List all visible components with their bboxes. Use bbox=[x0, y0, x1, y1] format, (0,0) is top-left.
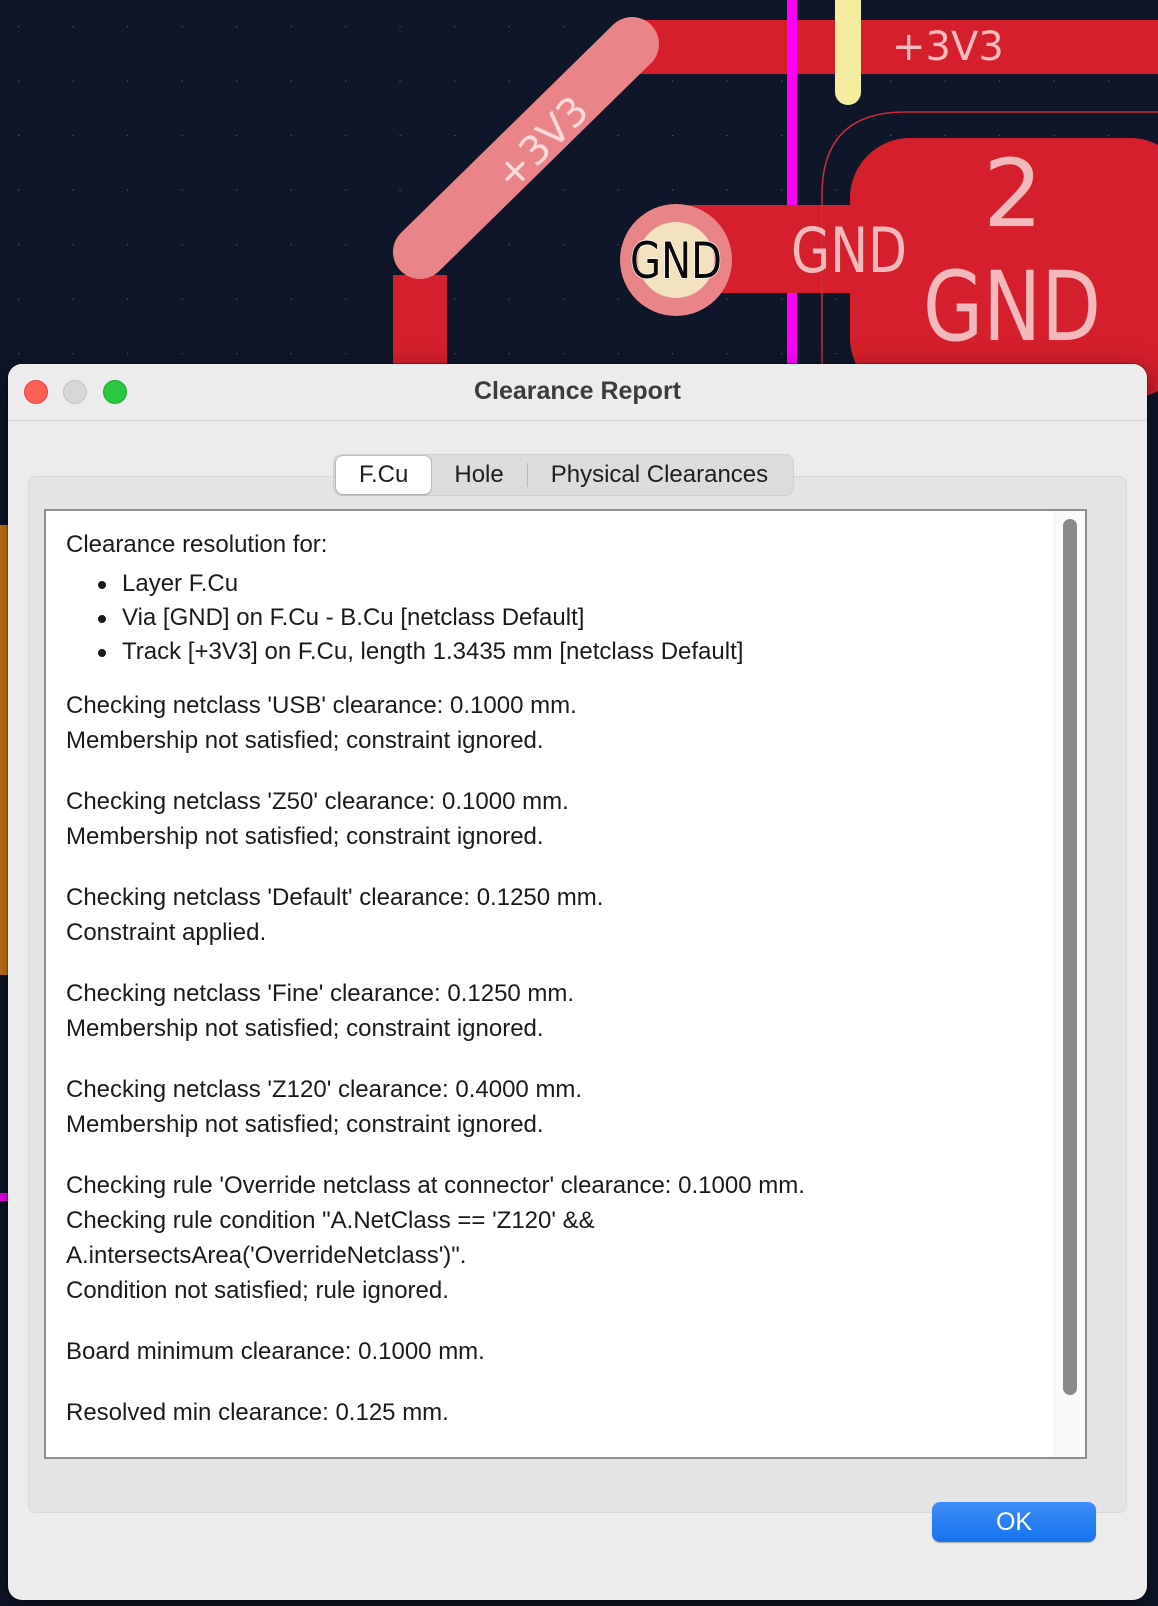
check-default-line1: Checking netclass 'Default' clearance: 0.1250 mm. bbox=[66, 884, 604, 911]
item-layer: Layer F.Cu bbox=[122, 567, 1046, 601]
board-min-clearance: Board minimum clearance: 0.1000 mm. bbox=[66, 1338, 485, 1365]
label-pad-number: 2 bbox=[983, 140, 1043, 249]
label-pad-net: GND bbox=[923, 251, 1101, 363]
resolution-items bbox=[66, 567, 1046, 669]
check-usb-line2: Membership not satisfied; constraint ignored. bbox=[66, 727, 544, 754]
title-bar[interactable] bbox=[8, 364, 1147, 421]
dialog-title: Clearance Report bbox=[473, 377, 682, 405]
clearance-report-dialog bbox=[8, 364, 1147, 1600]
check-override-rule bbox=[66, 1168, 1046, 1308]
check-z50-line2: Membership not satisfied; constraint ignored. bbox=[66, 823, 544, 850]
resolved-min-clearance: Resolved min clearance: 0.125 mm. bbox=[66, 1399, 449, 1426]
tab-bar bbox=[333, 454, 794, 496]
scrollbar[interactable] bbox=[1054, 511, 1085, 1457]
check-override-line4: Condition not satisfied; rule ignored. bbox=[66, 1277, 449, 1304]
ok-button[interactable]: OK bbox=[932, 1502, 1096, 1542]
check-default-line2: Constraint applied. bbox=[66, 919, 267, 946]
report-content[interactable] bbox=[44, 509, 1087, 1459]
scrollbar-thumb[interactable] bbox=[1063, 519, 1077, 1395]
check-z50-line1: Checking netclass 'Z50' clearance: 0.1000 mm. bbox=[66, 788, 569, 815]
check-fine-line1: Checking netclass 'Fine' clearance: 0.1250 mm. bbox=[66, 980, 575, 1007]
check-usb bbox=[66, 688, 1046, 758]
item-via: Via [GND] on F.Cu - B.Cu [netclass Default] bbox=[122, 601, 1046, 635]
report-text bbox=[66, 527, 1046, 1456]
report-heading: Clearance resolution for: bbox=[66, 531, 328, 558]
check-z120-line2: Membership not satisfied; constraint ignored. bbox=[66, 1111, 544, 1138]
label-3v3-horizontal: +3V3 bbox=[892, 24, 1004, 70]
tab-physical-clearances[interactable]: Physical Clearances bbox=[550, 461, 769, 488]
check-z120-line1: Checking netclass 'Z120' clearance: 0.4000 mm. bbox=[66, 1076, 583, 1103]
check-override-line3: A.intersectsArea('OverrideNetclass')". bbox=[66, 1242, 467, 1269]
tab-fcu[interactable]: F.Cu bbox=[336, 456, 431, 494]
label-track-gnd: GND bbox=[791, 214, 907, 287]
check-override-line2: Checking rule condition "A.NetClass == 'Z120' && bbox=[66, 1207, 595, 1234]
edge-cut-line bbox=[787, 0, 797, 380]
check-z50 bbox=[66, 784, 1046, 854]
check-fine bbox=[66, 976, 1046, 1046]
check-z120 bbox=[66, 1072, 1046, 1142]
item-track: Track [+3V3] on F.Cu, length 1.3435 mm [netclass Default] bbox=[122, 635, 1046, 669]
label-via-gnd: GND bbox=[630, 232, 722, 290]
label-3v3-diagonal: +3V3 bbox=[486, 87, 599, 200]
check-usb-line1: Checking netclass 'USB' clearance: 0.1000 mm. bbox=[66, 692, 577, 719]
check-override-line1: Checking rule 'Override netclass at connector' clearance: 0.1000 mm. bbox=[66, 1172, 805, 1199]
tab-hole[interactable]: Hole bbox=[454, 461, 504, 488]
check-fine-line2: Membership not satisfied; constraint ignored. bbox=[66, 1015, 544, 1042]
check-default bbox=[66, 880, 1046, 950]
